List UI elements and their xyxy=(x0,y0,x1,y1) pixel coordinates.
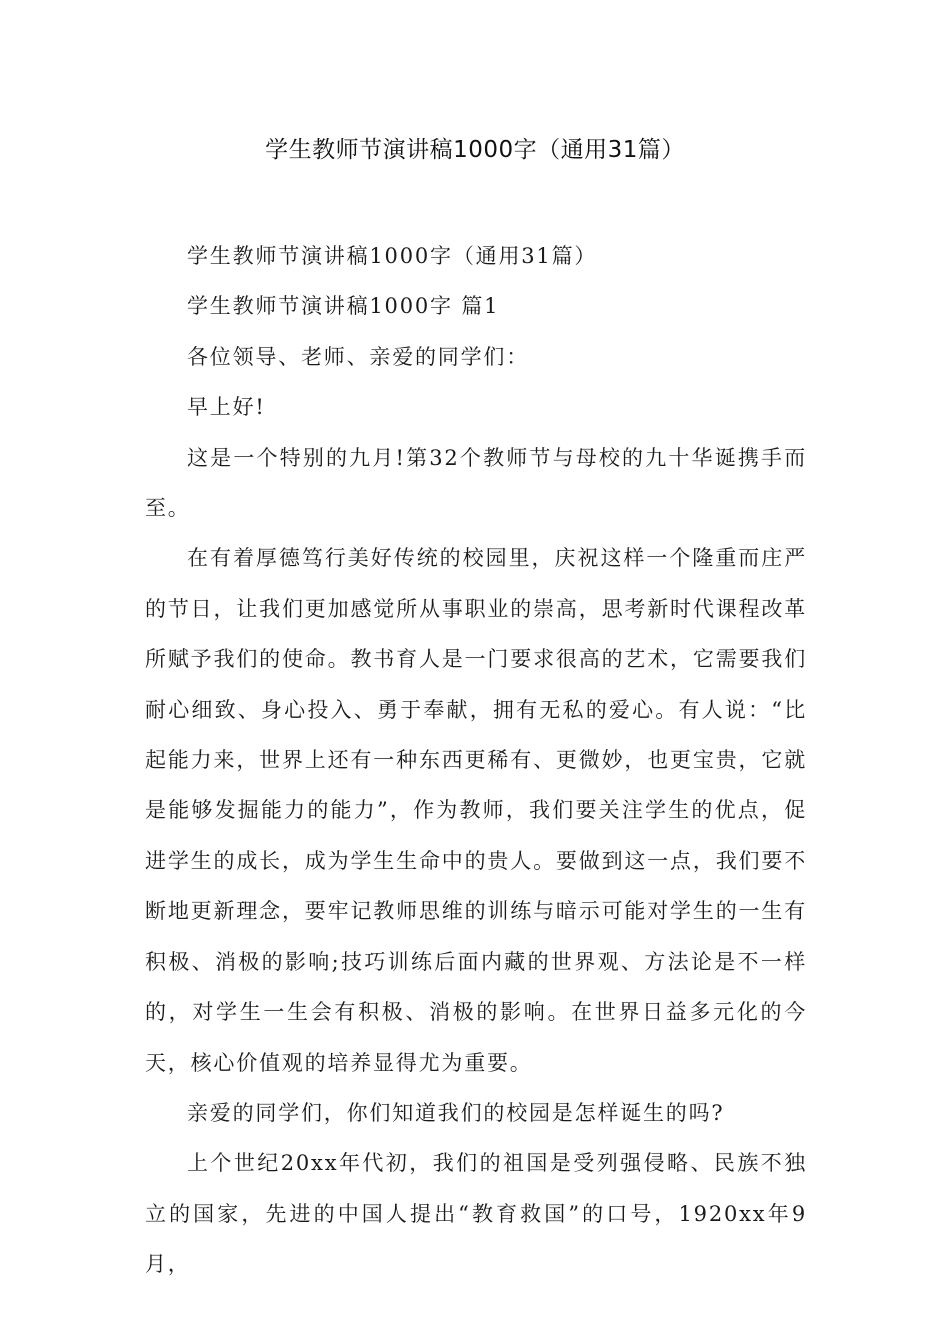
paragraph-salutation: 各位领导、老师、亲爱的同学们： xyxy=(187,344,529,369)
paragraph-body: 上个世纪20xx年代初，我们的祖国是受列强侵略、民族不独立的国家，先进的中国人提出“教育救国”的口号，1920xx年9月， xyxy=(145,1151,807,1277)
paragraph-body: 这是一个特别的九月!第32个教师节与母校的九十华诞携手而至。 xyxy=(145,445,807,521)
paragraph-body: 亲爱的同学们，你们知道我们的校园是怎样诞生的吗? xyxy=(187,1100,725,1125)
paragraph-body: 在有着厚德笃行美好传统的校园里，庆祝这样一个隆重而庄严的节日，让我们更加感觉所从事职业的崇高，思考新时代课程改革所赋予我们的使命。教书育人是一门要求很高的艺术，它需要我们耐心细致、身心投入、勇于奉献，拥有无私的爱心。有人说：“比起能力来，世界上还有一种东西更稀有、更微妙，也更宝贵，它就是能够发掘能力的能力”，作为教师，我们要关注学生的优点，促进学生的成长，成为学生生命中的贵人。要做到这一点，我们要不断地更新理念，要牢记教师思维的训练与暗示可能对学生的一生有积极、消极的影响;技巧训练后面内藏的世界观、方法论是不一样的，对学生一生会有积极、消极的影响。在世界日益多元化的今天，核心价值观的培养显得尤为重要。 xyxy=(145,546,807,1075)
paragraph-greeting: 早上好! xyxy=(187,395,266,420)
document-title: 学生教师节演讲稿1000字（通用31篇） xyxy=(265,137,685,163)
document-body xyxy=(145,231,807,1290)
paragraph-subtitle: 学生教师节演讲稿1000字（通用31篇） xyxy=(187,244,598,268)
paragraph-section-heading: 学生教师节演讲稿1000字 篇1 xyxy=(187,294,500,319)
